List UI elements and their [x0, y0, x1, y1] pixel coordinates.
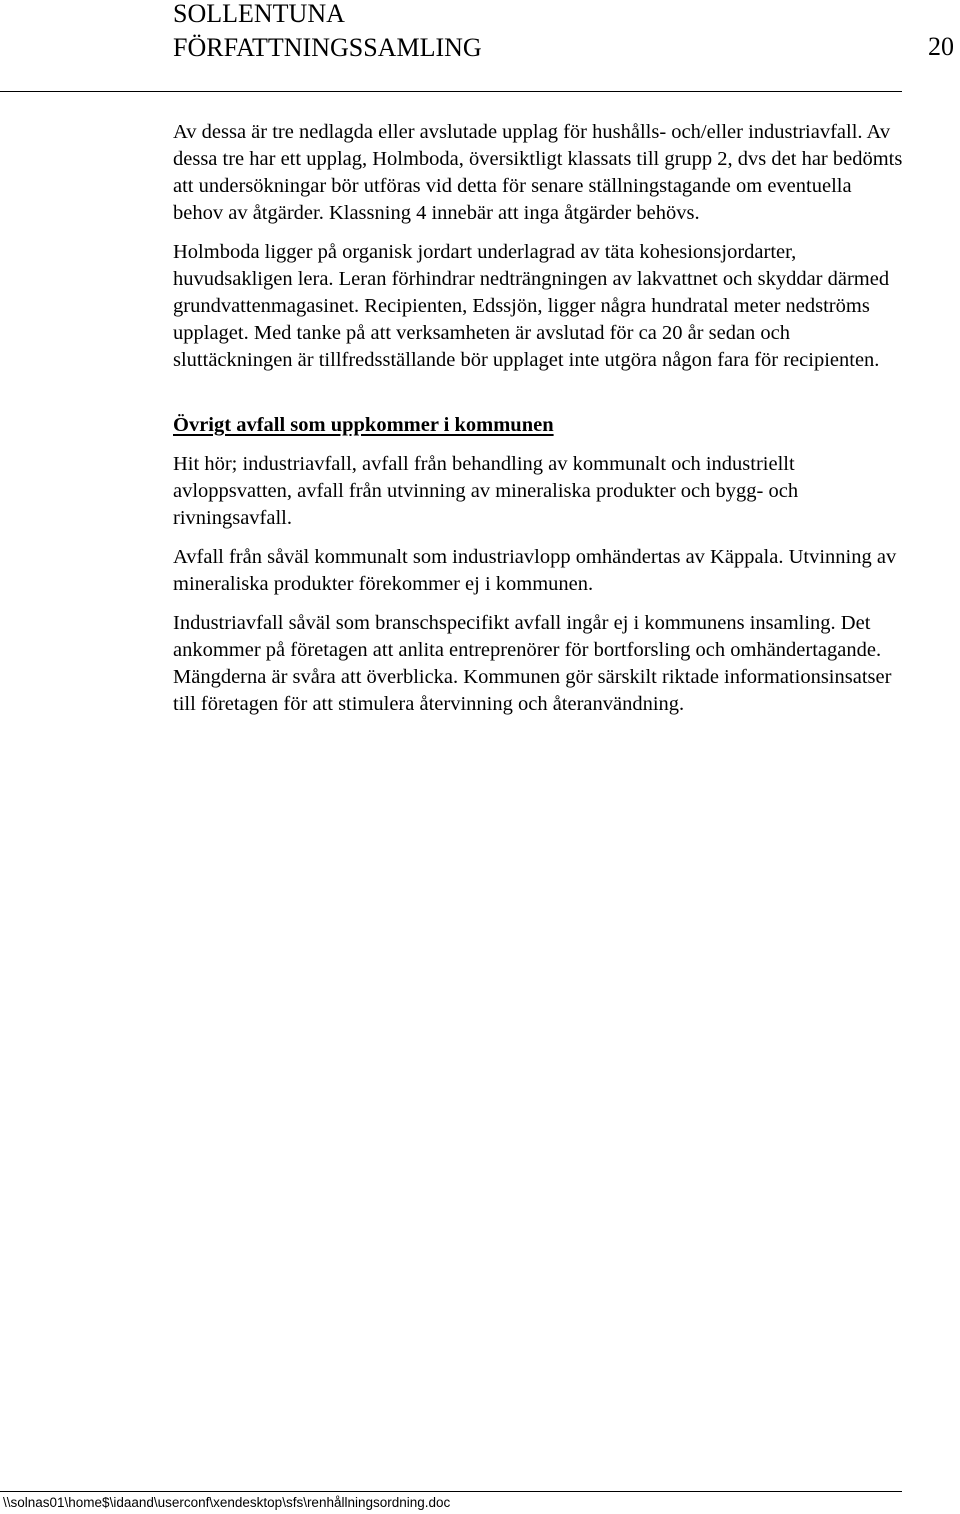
document-body — [173, 119, 903, 730]
section-heading: Övrigt avfall som uppkommer i kommunen — [173, 414, 554, 436]
header-divider — [0, 91, 902, 92]
document-title-line1: SOLLENTUNA — [173, 0, 345, 28]
page-header — [0, 0, 960, 95]
paragraph-waste-types: Hit hör; industriavfall, avfall från behandling av kommunalt och industriellt avloppsvatten, avfall från utvinning av mineraliska produkter och bygg- och rivningsavfall. — [173, 453, 799, 529]
paragraph-landfills: Av dessa är tre nedlagda eller avslutade upplag för hushålls- och/eller industriavfall. Av dessa tre har ett upplag, Holmboda, översiktligt klassats till grupp 2, dvs det har bedömts att undersökningar bör utföras vid detta för senare ställningstagande om eventuella behov av åtgärder. Klassning 4 innebär att inga åtgärder behövs. — [173, 121, 903, 224]
document-title-line2: FÖRFATTNINGSSAMLING — [173, 33, 482, 62]
paragraph-industrial-waste: Industriavfall såväl som branschspecifikt avfall ingår ej i kommunens insamling. Det ankommer på företagen att anlita entreprenörer för bortforsling och omhändertagande. Mängderna är svåra att överblicka. Kommunen gör särskilt riktade informationsinsatser till företagen för att stimulera återvinning och återanvändning. — [173, 612, 892, 715]
footer-file-path: \\solnas01\home$\idaand\userconf\xendesktop\sfs\renhållningsordning.doc — [3, 1495, 451, 1510]
paragraph-kappala: Avfall från såväl kommunalt som industriavlopp omhändertas av Käppala. Utvinning av mineraliska produkter förekommer ej i kommunen. — [173, 546, 897, 595]
paragraph-holmboda: Holmboda ligger på organisk jordart underlagrad av täta kohesionsjordarter, huvudsakligen lera. Leran förhindrar nedträngningen av lakvattnet och skyddar därmed grundvattenmagasinet. Recipienten, Edssjön, ligger några hundratal meter nedströms upplaget. Med tanke på att verksamheten är avslutad för ca 20 år sedan och sluttäckningen är tillfredsställande bör upplaget inte utgöra någon fara för recipienten. — [173, 241, 890, 371]
page-number: 20 — [928, 32, 954, 61]
document-title — [173, 0, 482, 65]
footer-divider — [0, 1491, 902, 1492]
